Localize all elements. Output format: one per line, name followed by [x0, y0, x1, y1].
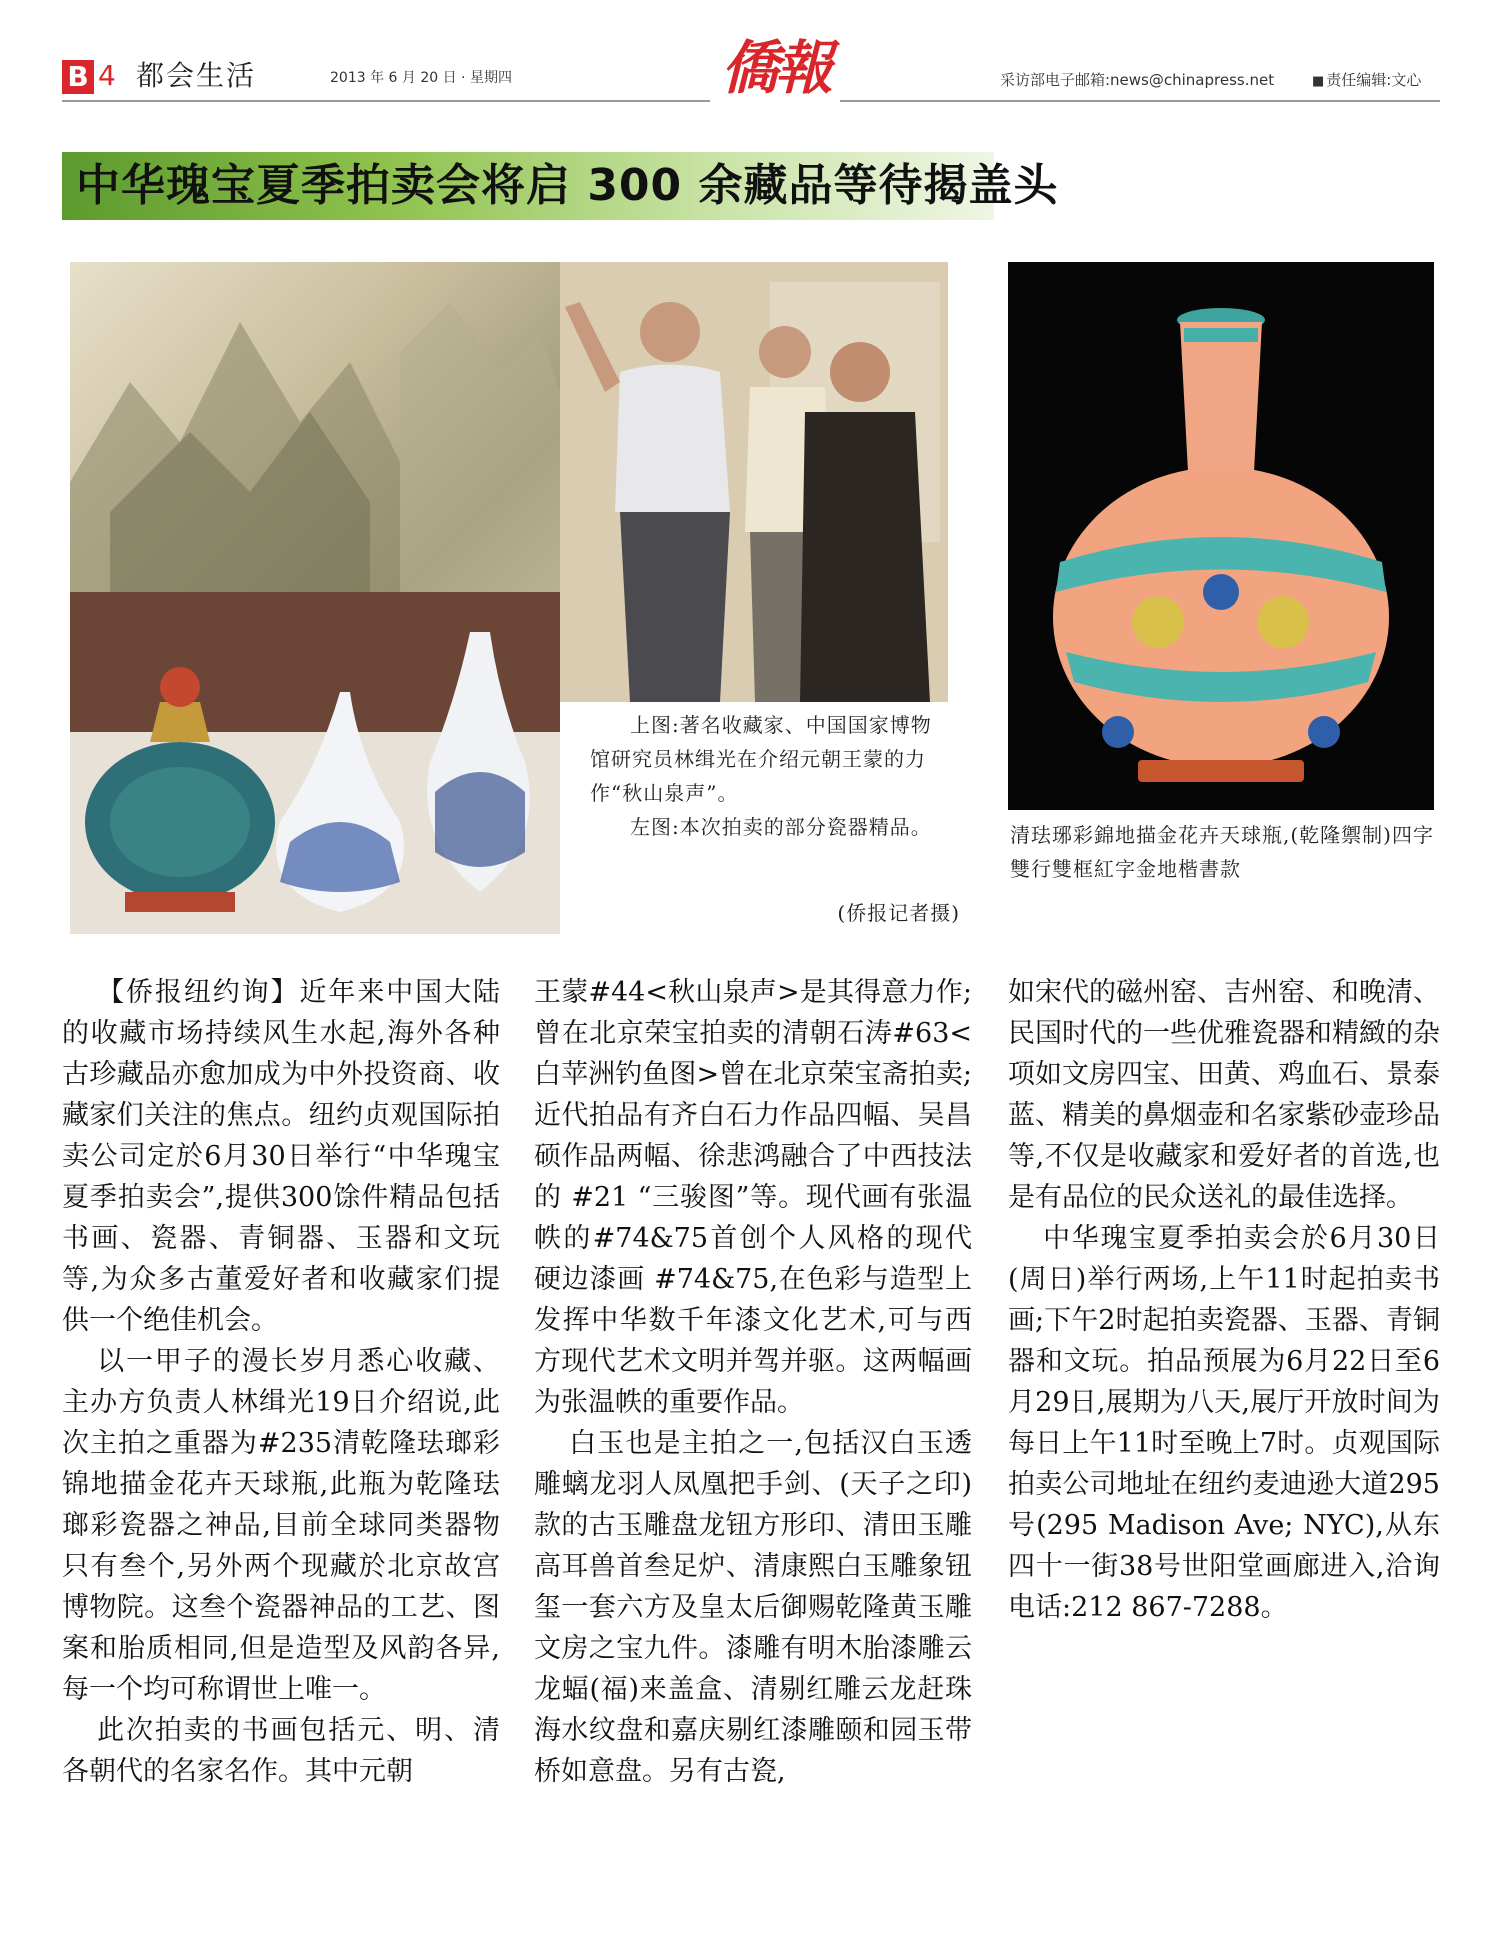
photo-enamel-globular-vase — [1008, 262, 1434, 810]
collector-figures-illustration — [560, 262, 948, 702]
photo-caption-left — [590, 708, 950, 844]
page-number: 4 — [98, 59, 116, 92]
headline-bar — [62, 152, 1059, 220]
article-paragraph: 中华瑰宝夏季拍卖会於6月30日(周日)举行两场,上午11时起拍卖书画;下午2时起拍卖瓷器、玉器、青铜器和文玩。拍品预展为6月22日至6月29日,展期为八天,展厅开放时间为每日上午11时至晚上7时。贞观国际拍卖公司地址在纽约麦迪逊大道295号(295 Madison Ave; NYC),从东四十一街38号世阳堂画廊进入,洽询电话:212 867-7288。 — [1008, 1223, 1440, 1623]
photo-collector-presenting — [560, 262, 948, 702]
article-paragraph: 白玉也是主拍之一,包括汉白玉透雕螭龙羽人凤凰把手剑、(天子之印)款的古玉雕盘龙钮方形印、清田玉雕高耳兽首叁足炉、清康熙白玉雕象钮玺一套六方及皇太后御赐乾隆黄玉雕文房之宝九件。漆雕有明木胎漆雕云龙蝠(福)来盖盒、清剔红雕云龙赶珠海水纹盘和嘉庆剔红漆雕颐和园玉带桥如意盘。另有古瓷, — [534, 1428, 972, 1787]
newsroom-email: 采访部电子邮箱:news@chinapress.net — [1000, 71, 1275, 89]
publication-date: 2013 年 6 月 20 日 · 星期四 — [330, 70, 512, 86]
logo-text: 僑報 — [720, 34, 829, 102]
caption-top-photo: 上图:著名收藏家、中国国家博物馆研究员林缉光在介绍元朝王蒙的力作“秋山泉声”。 — [590, 713, 932, 805]
article-paragraph: 此次拍卖的书画包括元、明、清各朝代的名家名作。其中元朝 — [62, 1715, 500, 1787]
article-column-2 — [534, 972, 972, 1792]
masthead — [0, 0, 1500, 120]
article-paragraph: 【侨报纽约询】近年来中国大陆的收藏市场持续风生水起,海外各种古珍藏品亦愈加成为中外投资商、收藏家们关注的焦点。纽约贞观国际拍卖公司定於6月30日举行“中华瑰宝夏季拍卖会”,提供300馀件精品包括书画、瓷器、青铜器、玉器和文玩等,为众多古董爱好者和收藏家们提供一个绝佳机会。 — [62, 977, 500, 1336]
section-name: 都会生活 — [136, 59, 257, 92]
page-letter-badge: B — [62, 60, 94, 94]
vase-caption: 清珐琊彩錦地描金花卉天球瓶,(乾隆禦制)四字雙行雙框紅字金地楷書款 — [1010, 823, 1434, 881]
porcelain-vases-illustration — [70, 592, 560, 934]
article-column-3 — [1008, 972, 1440, 1628]
caption-left-photo: 左图:本次拍卖的部分瓷器精品。 — [630, 815, 932, 839]
photo-porcelain-selection — [70, 592, 560, 934]
article-paragraph: 王蒙#44<秋山泉声>是其得意力作;曾在北京荣宝拍卖的清朝石涛#63<白苹洲钓鱼图>曾在北京荣宝斋拍卖;近代拍品有齐白石力作品四幅、吴昌硕作品两幅、徐悲鸿融合了中西技法的 #21 “三骏图”等。现代画有张温帙的#74&75首创个人风格的现代硬边漆画 #74&75,在色彩与造型上发挥中华数千年漆文化艺术,可与西方现代艺术文明并驾并驱。这两幅画为张温帙的重要作品。 — [534, 977, 972, 1418]
article-paragraph: 如宋代的磁州窑、吉州窑、和晚清、民国时代的一些优雅瓷器和精緻的杂项如文房四宝、田黄、鸡血石、景泰蓝、精美的鼻烟壶和名家紫砂壶珍品等,不仅是收藏家和爱好者的首选,也是有品位的民众送礼的最佳选择。 — [1008, 977, 1440, 1213]
photo-credit: (侨报记者摄) — [837, 901, 960, 925]
headline: 中华瑰宝夏季拍卖会将启 300 余藏品等待揭盖头 — [76, 160, 1059, 211]
article-paragraph: 以一甲子的漫长岁月悉心收藏、主办方负责人林缉光19日介绍说,此次主拍之重器为#235清乾隆珐瑯彩锦地描金花卉天球瓶,此瓶为乾隆珐瑯彩瓷器之神品,目前全球同类器物只有叁个,另外两个现藏於北京故宫博物院。这叁个瓷器神品的工艺、图案和胎质相同,但是造型及风韵各异,每一个均可称谓世上唯一。 — [62, 1346, 500, 1705]
responsible-editor: ■ 责任编辑:文心 — [1312, 70, 1421, 92]
newspaper-logo — [710, 24, 840, 116]
article-column-1 — [62, 972, 500, 1792]
falangcai-vase-illustration — [1008, 262, 1434, 810]
